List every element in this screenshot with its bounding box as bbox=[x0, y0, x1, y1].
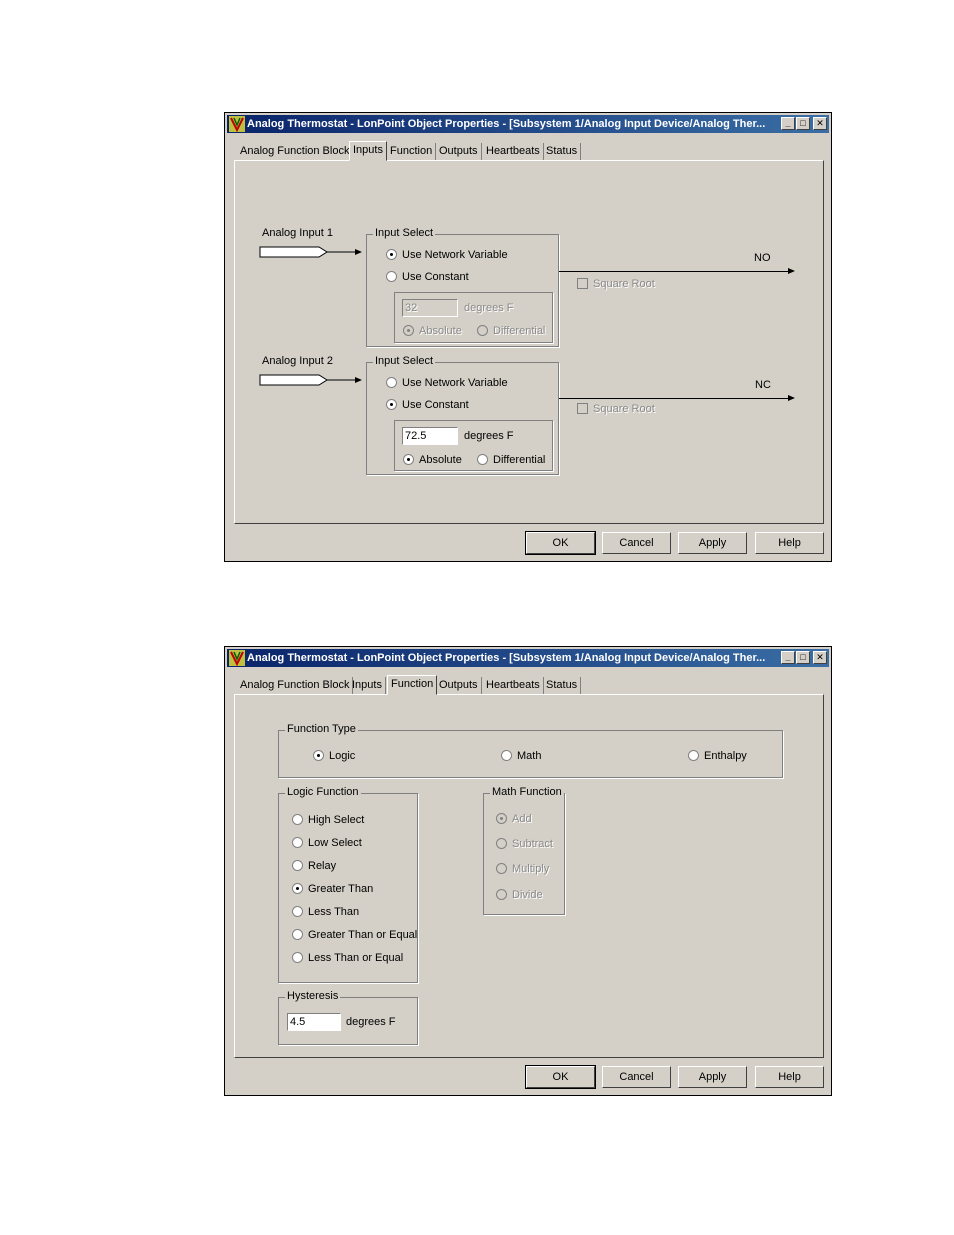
input-1-constant-field[interactable]: 32 bbox=[402, 299, 458, 317]
tab-inputs[interactable]: Inputs bbox=[349, 677, 386, 694]
tab-function[interactable]: Function bbox=[387, 143, 436, 160]
input-select-title: Input Select bbox=[375, 355, 434, 367]
function-type-title: Function Type bbox=[287, 723, 356, 735]
analog-input-2-label: Analog Input 2 bbox=[262, 355, 333, 367]
logic-high-select-radio[interactable] bbox=[292, 813, 364, 827]
radio-label: Differential bbox=[493, 325, 546, 337]
radio-unchecked-icon bbox=[292, 837, 303, 848]
radio-label: Use Constant bbox=[402, 271, 469, 283]
logic-greater-than-radio[interactable] bbox=[292, 882, 373, 896]
radio-unchecked-icon bbox=[292, 860, 303, 871]
radio-label: High Select bbox=[308, 814, 365, 826]
properties-window-inputs bbox=[224, 112, 832, 562]
radio-label: Use Constant bbox=[402, 399, 469, 411]
help-button[interactable]: Help bbox=[755, 1066, 824, 1088]
input-select-title: Input Select bbox=[375, 227, 434, 239]
input-2-output-line bbox=[559, 398, 788, 399]
input-2-select-group bbox=[366, 355, 559, 475]
title-bar[interactable] bbox=[227, 649, 829, 667]
minimize-button[interactable]: _ bbox=[781, 117, 795, 130]
properties-window-function bbox=[224, 646, 832, 1096]
window-title: Analog Thermostat - LonPoint Object Properties - [Subsystem 1/Analog Input Device/Analog Ther... bbox=[247, 652, 766, 664]
radio-label: Use Network Variable bbox=[402, 377, 508, 389]
input-1-differential-radio[interactable] bbox=[477, 324, 545, 338]
input-1-use-constant-radio[interactable] bbox=[386, 270, 469, 284]
tab-heartbeats[interactable]: Heartbeats bbox=[483, 677, 544, 694]
minimize-button[interactable]: _ bbox=[781, 651, 795, 664]
input-1-output-line bbox=[559, 271, 788, 272]
close-button[interactable]: ✕ bbox=[813, 651, 827, 664]
logic-relay-radio[interactable] bbox=[292, 859, 336, 873]
input-1-constant-group bbox=[394, 292, 553, 343]
maximize-button[interactable]: □ bbox=[796, 651, 810, 664]
math-divide-radio[interactable] bbox=[496, 888, 543, 902]
input-2-constant-field[interactable]: 72.5 bbox=[402, 427, 458, 445]
checkbox-label: Square Root bbox=[593, 403, 655, 415]
logic-low-select-radio[interactable] bbox=[292, 836, 362, 850]
input-2-connector-icon bbox=[259, 373, 363, 387]
arrow-right-icon bbox=[788, 268, 795, 274]
math-function-title: Math Function bbox=[492, 786, 562, 798]
input-2-output-label: NC bbox=[755, 379, 771, 391]
input-1-output-label: NO bbox=[754, 252, 771, 264]
help-button[interactable]: Help bbox=[755, 532, 824, 554]
input-1-select-group bbox=[366, 227, 559, 347]
radio-label: Differential bbox=[493, 454, 546, 466]
analog-input-1-label: Analog Input 1 bbox=[262, 227, 333, 239]
radio-label: Subtract bbox=[512, 838, 553, 850]
function-type-logic-radio[interactable] bbox=[313, 749, 355, 763]
radio-unchecked-icon bbox=[501, 750, 512, 761]
input-2-constant-group bbox=[394, 420, 553, 471]
function-type-group bbox=[278, 723, 783, 778]
tab-outputs[interactable]: Outputs bbox=[436, 677, 482, 694]
cancel-button[interactable]: Cancel bbox=[602, 532, 671, 554]
hysteresis-group bbox=[278, 990, 418, 1045]
tab-analog-function-block[interactable]: Analog Function Block bbox=[237, 677, 353, 694]
app-icon bbox=[229, 116, 245, 132]
radio-label: Greater Than or Equal bbox=[308, 929, 418, 941]
radio-checked-icon bbox=[292, 883, 303, 894]
radio-unchecked-icon bbox=[292, 906, 303, 917]
math-add-radio[interactable] bbox=[496, 812, 532, 826]
radio-unchecked-icon bbox=[496, 863, 507, 874]
input-2-differential-radio[interactable] bbox=[477, 453, 545, 467]
input-1-use-network-variable-radio[interactable] bbox=[386, 248, 508, 262]
hysteresis-title: Hysteresis bbox=[287, 990, 339, 1002]
ok-button[interactable]: OK bbox=[526, 1066, 595, 1088]
logic-less-than-radio[interactable] bbox=[292, 905, 359, 919]
radio-unchecked-icon bbox=[496, 838, 507, 849]
radio-label: Divide bbox=[512, 889, 543, 901]
tab-panel-inputs bbox=[234, 160, 824, 524]
radio-label: Absolute bbox=[419, 325, 462, 337]
tab-status[interactable]: Status bbox=[543, 677, 581, 694]
input-1-connector-icon bbox=[259, 245, 363, 259]
math-multiply-radio[interactable] bbox=[496, 862, 549, 876]
title-bar[interactable] bbox=[227, 115, 829, 133]
radio-unchecked-icon bbox=[292, 814, 303, 825]
tab-analog-function-block[interactable]: Analog Function Block bbox=[237, 143, 353, 160]
checkbox-label: Square Root bbox=[593, 278, 655, 290]
tab-panel-function bbox=[234, 694, 824, 1058]
math-function-group bbox=[483, 786, 565, 915]
radio-unchecked-icon bbox=[688, 750, 699, 761]
input-2-unit-label: degrees F bbox=[464, 430, 514, 442]
radio-unchecked-icon bbox=[386, 271, 397, 282]
window-title: Analog Thermostat - LonPoint Object Properties - [Subsystem 1/Analog Input Device/Analog Ther... bbox=[247, 118, 766, 130]
hysteresis-unit-label: degrees F bbox=[346, 1016, 396, 1028]
input-1-absolute-radio[interactable] bbox=[403, 324, 462, 338]
tab-inputs[interactable]: Inputs bbox=[349, 141, 387, 161]
close-button[interactable]: ✕ bbox=[813, 117, 827, 130]
checkbox-icon bbox=[577, 278, 588, 289]
hysteresis-field[interactable]: 4.5 bbox=[287, 1013, 341, 1031]
arrow-right-icon bbox=[788, 395, 795, 401]
radio-label: Greater Than bbox=[308, 883, 374, 895]
input-2-absolute-radio[interactable] bbox=[403, 453, 462, 467]
input-1-unit-label: degrees F bbox=[464, 302, 514, 314]
radio-label: Logic bbox=[329, 750, 356, 762]
radio-unchecked-icon bbox=[292, 929, 303, 940]
maximize-button[interactable]: □ bbox=[796, 117, 810, 130]
radio-label: Less Than bbox=[308, 906, 360, 918]
radio-checked-icon bbox=[386, 399, 397, 410]
ok-button[interactable]: OK bbox=[526, 532, 595, 554]
input-1-square-root-checkbox[interactable] bbox=[577, 277, 655, 291]
input-2-square-root-checkbox[interactable] bbox=[577, 402, 655, 416]
radio-label: Absolute bbox=[419, 454, 462, 466]
radio-label: Low Select bbox=[308, 837, 362, 849]
radio-unchecked-icon bbox=[477, 325, 488, 336]
radio-label: Add bbox=[512, 813, 532, 825]
tab-outputs[interactable]: Outputs bbox=[436, 143, 482, 160]
input-2-use-network-variable-radio[interactable] bbox=[386, 376, 508, 390]
radio-checked-icon bbox=[313, 750, 324, 761]
radio-checked-icon bbox=[403, 454, 414, 465]
tab-heartbeats[interactable]: Heartbeats bbox=[483, 143, 544, 160]
radio-label: Multiply bbox=[512, 863, 550, 875]
radio-checked-icon bbox=[403, 325, 414, 336]
radio-checked-icon bbox=[496, 813, 507, 824]
radio-label: Math bbox=[517, 750, 542, 762]
radio-label: Less Than or Equal bbox=[308, 952, 404, 964]
cancel-button[interactable]: Cancel bbox=[602, 1066, 671, 1088]
radio-label: Enthalpy bbox=[704, 750, 747, 762]
logic-greater-than-or-equal-radio[interactable] bbox=[292, 928, 417, 942]
tab-status[interactable]: Status bbox=[543, 143, 581, 160]
apply-button[interactable]: Apply bbox=[678, 532, 747, 554]
logic-less-than-or-equal-radio[interactable] bbox=[292, 951, 403, 965]
radio-checked-icon bbox=[386, 249, 397, 260]
apply-button[interactable]: Apply bbox=[678, 1066, 747, 1088]
function-type-math-radio[interactable] bbox=[501, 749, 541, 763]
radio-unchecked-icon bbox=[496, 889, 507, 900]
logic-function-title: Logic Function bbox=[287, 786, 359, 798]
math-subtract-radio[interactable] bbox=[496, 837, 553, 851]
radio-unchecked-icon bbox=[292, 952, 303, 963]
checkbox-icon bbox=[577, 403, 588, 414]
radio-label: Relay bbox=[308, 860, 337, 872]
radio-unchecked-icon bbox=[477, 454, 488, 465]
logic-function-group bbox=[278, 786, 418, 983]
input-2-use-constant-radio[interactable] bbox=[386, 398, 469, 412]
function-type-enthalpy-radio[interactable] bbox=[688, 749, 747, 763]
app-icon bbox=[229, 650, 245, 666]
radio-unchecked-icon bbox=[386, 377, 397, 388]
tab-function[interactable]: Function bbox=[387, 675, 437, 695]
radio-label: Use Network Variable bbox=[402, 249, 508, 261]
